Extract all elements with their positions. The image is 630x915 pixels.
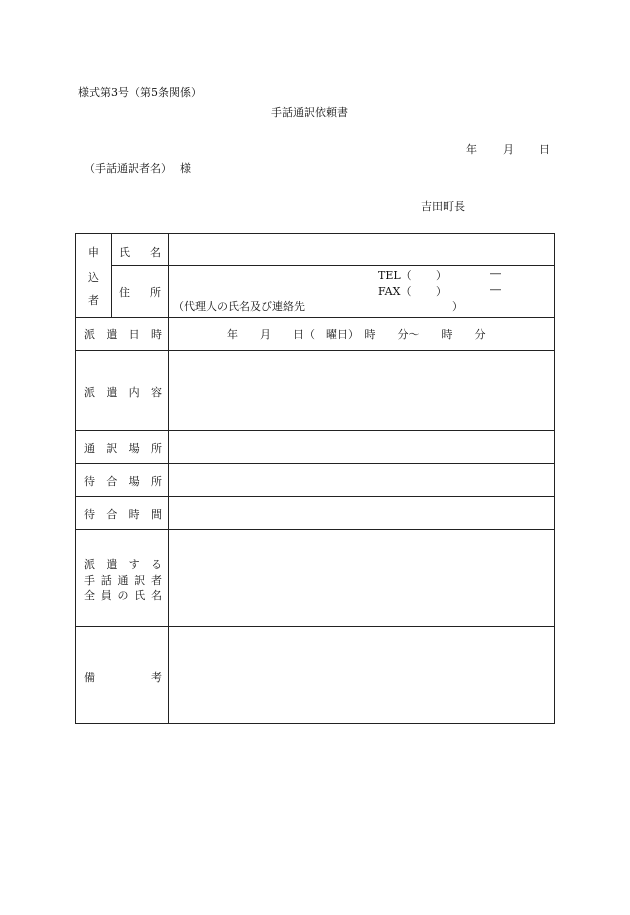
rule-name-address bbox=[111, 265, 554, 266]
applicant-label-1: 申 bbox=[88, 246, 99, 259]
dispatch-content-label: 派 遣 内 容 bbox=[84, 386, 162, 399]
date-day: 日 bbox=[539, 143, 550, 156]
tel-close: ） bbox=[436, 269, 447, 282]
rule-interpreters-bottom bbox=[76, 626, 554, 627]
addressee-honorific: 様 bbox=[180, 162, 191, 175]
rule-meeting-time-bottom bbox=[76, 529, 554, 530]
tel-dash: ― bbox=[490, 267, 501, 280]
fax-close: ） bbox=[436, 285, 447, 298]
rule-content-bottom bbox=[76, 430, 554, 431]
name-label: 氏 名 bbox=[119, 246, 161, 259]
issuer: 吉田町長 bbox=[421, 200, 465, 213]
proxy-close: ） bbox=[452, 300, 463, 313]
rule-interpret-place-bottom bbox=[76, 463, 554, 464]
dispatch-content-field[interactable] bbox=[172, 353, 552, 427]
request-form-table bbox=[75, 233, 555, 724]
fax-label: FAX（ bbox=[378, 285, 412, 298]
date-month: 月 bbox=[503, 143, 514, 156]
address-label: 住 所 bbox=[119, 286, 161, 299]
rule-label-divider bbox=[168, 234, 169, 723]
interpreters-label-line-3: 全 員 の 氏 名 bbox=[84, 589, 162, 602]
dispatch-datetime-label: 派 遣 日 時 bbox=[84, 328, 162, 341]
name-field[interactable] bbox=[172, 236, 552, 263]
rule-group-divider bbox=[111, 234, 112, 317]
interpret-place-field[interactable] bbox=[172, 433, 552, 460]
interpreters-label-line-1: 派 遣 す る bbox=[84, 558, 162, 571]
tel-label: TEL（ bbox=[378, 269, 412, 282]
interpreters-label-line-2: 手 話 通 訳 者 bbox=[84, 574, 162, 587]
interpret-place-label: 通 訳 場 所 bbox=[84, 442, 162, 455]
meeting-place-label: 待 合 場 所 bbox=[84, 475, 162, 488]
dispatch-datetime-value[interactable]: 年 月 日（ 曜日） 時 分～ 時 分 bbox=[227, 328, 486, 341]
page-title: 手話通訳依頼書 bbox=[271, 106, 348, 119]
rule-meeting-place-bottom bbox=[76, 496, 554, 497]
remarks-field[interactable] bbox=[172, 629, 552, 721]
date-year: 年 bbox=[466, 143, 477, 156]
form-number: 様式第3号（第5条関係） bbox=[78, 86, 202, 99]
applicant-label-2: 込 bbox=[88, 271, 99, 284]
meeting-time-field[interactable] bbox=[172, 499, 552, 526]
meeting-place-field[interactable] bbox=[172, 466, 552, 493]
meeting-time-label: 待 合 時 間 bbox=[84, 508, 162, 521]
interpreters-field[interactable] bbox=[172, 532, 552, 623]
rule-datetime-bottom bbox=[76, 350, 554, 351]
applicant-label-3: 者 bbox=[88, 294, 99, 307]
rule-applicant-bottom bbox=[76, 317, 554, 318]
fax-dash: ― bbox=[490, 283, 501, 296]
proxy-label: （代理人の氏名及び連絡先 bbox=[173, 300, 305, 313]
remarks-label: 備 考 bbox=[84, 671, 162, 684]
addressee-name: （手話通訳者名） bbox=[84, 162, 172, 175]
